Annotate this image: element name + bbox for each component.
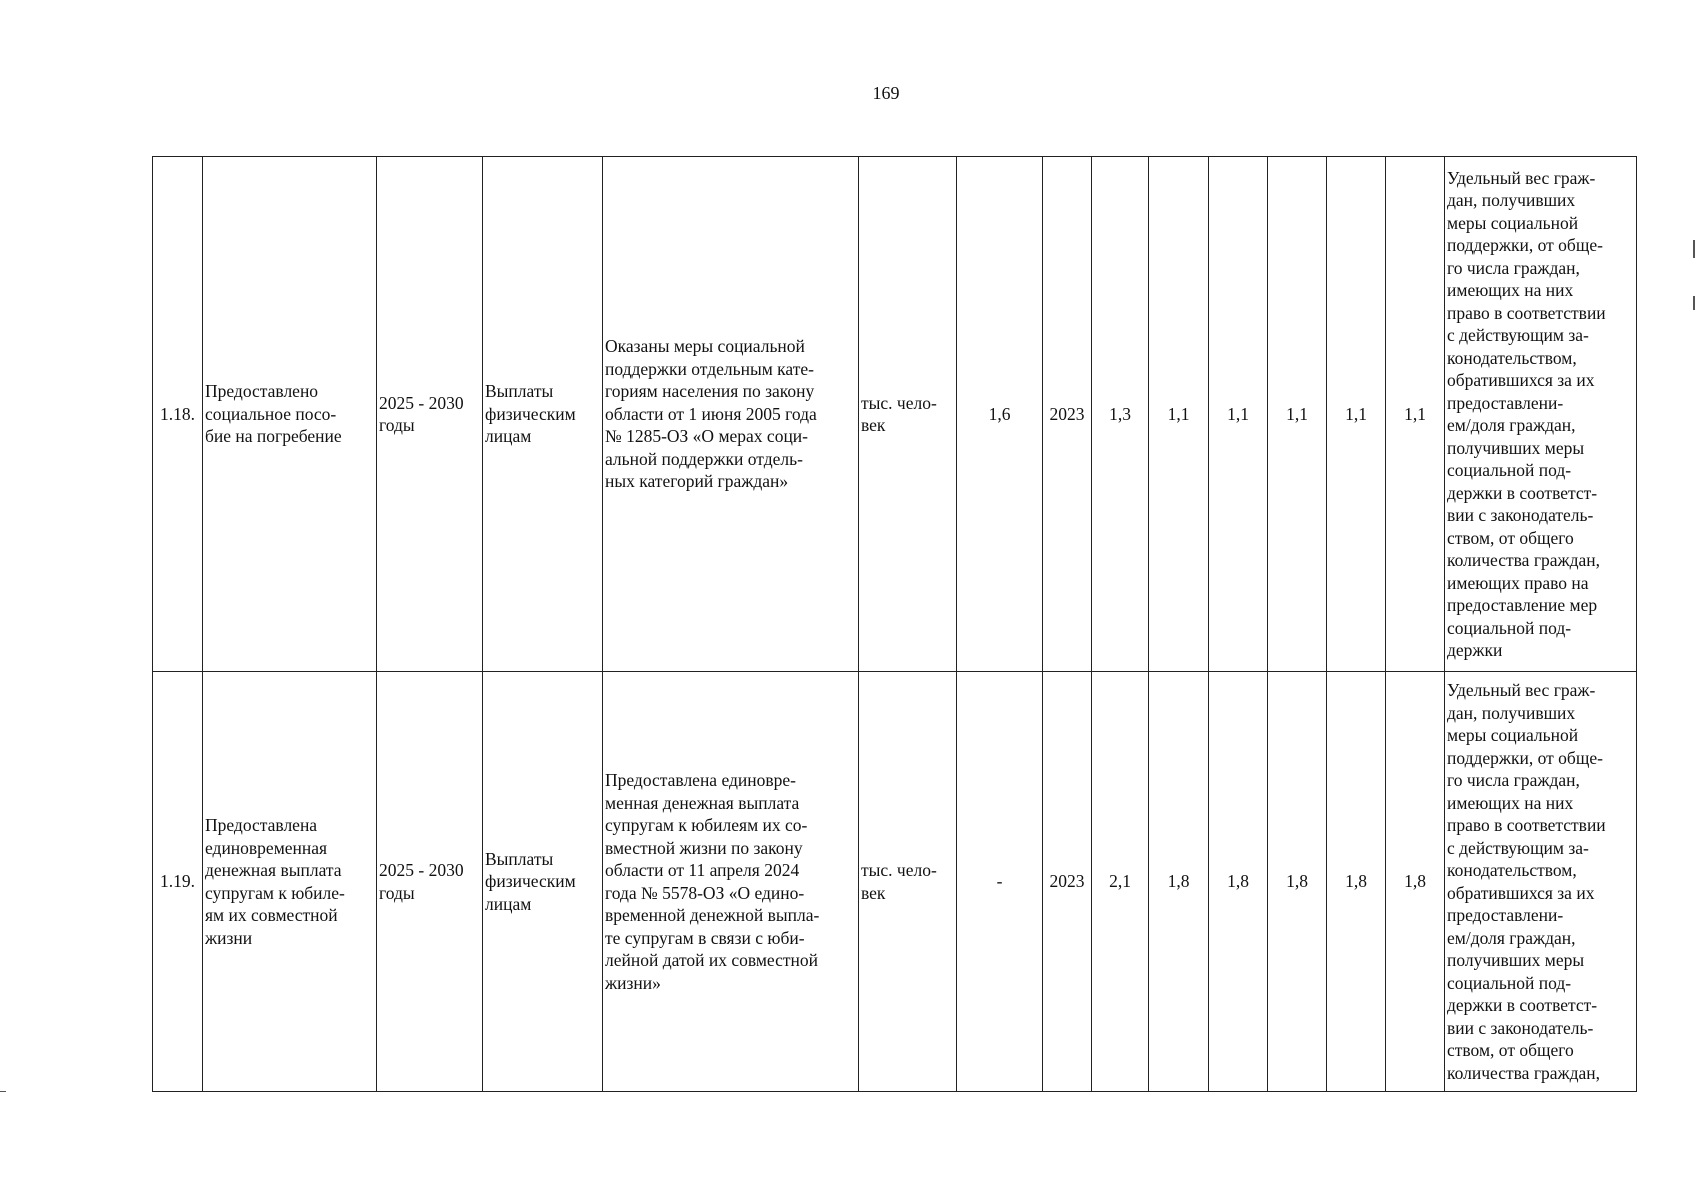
measure-name: Предоставлено социальное посо- бие на погребение xyxy=(203,157,377,672)
base-year: 2023 xyxy=(1043,157,1092,672)
value-cell: 1,1 xyxy=(1149,157,1209,672)
value-cell: 1,1 xyxy=(1209,157,1268,672)
measure-type: Выплаты физическим лицам xyxy=(483,157,603,672)
value-cell: 1,8 xyxy=(1327,672,1386,1092)
measure-type: Выплаты физическим лицам xyxy=(483,672,603,1092)
value-cell: 1,3 xyxy=(1092,157,1149,672)
value-cell: 1,8 xyxy=(1209,672,1268,1092)
base-value: - xyxy=(957,672,1043,1092)
value-cell: 1,1 xyxy=(1268,157,1327,672)
indicator-description: Удельный вес граж- дан, получивших меры социальной поддержки, от обще- го числа граждан, имеющих на них право в соответствии с действующим за- конодательством, обратившихся за их предоставлени- ем/доля граждан, получивших меры социальной под- держки в соответст- вии с законодатель- ством, от общего количества граждан, xyxy=(1445,672,1637,1092)
indicator-description: Удельный вес граж- дан, получивших меры социальной поддержки, от обще- го числа граждан, имеющих на них право в соответствии с действующим за- конодательством, обратившихся за их предоставлени- ем/доля граждан, получивших меры социальной под- держки в соответст- вии с законодатель- ством, от общего количества граждан, имеющих право на предоставление мер социальной под- держки xyxy=(1445,157,1637,672)
value-cell: 1,1 xyxy=(1327,157,1386,672)
row-number: 1.18. xyxy=(153,157,203,672)
value-cell: 2,1 xyxy=(1092,672,1149,1092)
value-cell: 1,1 xyxy=(1386,157,1445,672)
value-cell: 1,8 xyxy=(1268,672,1327,1092)
unit-of-measure: тыс. чело- век xyxy=(859,157,957,672)
implementation-period: 2025 - 2030 годы xyxy=(377,672,483,1092)
scan-edge-mark xyxy=(1693,240,1695,258)
row-number: 1.19. xyxy=(153,672,203,1092)
scan-edge-mark xyxy=(0,1091,6,1092)
unit-of-measure: тыс. чело- век xyxy=(859,672,957,1092)
page-number: 169 xyxy=(872,83,900,103)
implementation-period: 2025 - 2030 годы xyxy=(377,157,483,672)
measures-table xyxy=(152,156,1637,1092)
measure-name: Предоставлена единовременная денежная выплата супругам к юбиле- ям их совместной жизни xyxy=(203,672,377,1092)
base-year: 2023 xyxy=(1043,672,1092,1092)
measure-result: Предоставлена единовре- менная денежная выплата супругам к юбилеям их со- вместной жизни по закону области от 11 апреля 2024 года № 5578-ОЗ «О едино- временной денежной выпла- те супругам в связи с юби- лейной датой их совместной жизни» xyxy=(603,672,859,1092)
table-row xyxy=(153,672,1637,1092)
table-row xyxy=(153,157,1637,672)
value-cell: 1,8 xyxy=(1149,672,1209,1092)
measure-result: Оказаны меры социальной поддержки отдельным кате- гориям населения по закону области от 1 июня 2005 года № 1285-ОЗ «О мерах соци- альной поддержки отдель- ных категорий граждан» xyxy=(603,157,859,672)
base-value: 1,6 xyxy=(957,157,1043,672)
scan-edge-mark xyxy=(1693,296,1695,310)
value-cell: 1,8 xyxy=(1386,672,1445,1092)
